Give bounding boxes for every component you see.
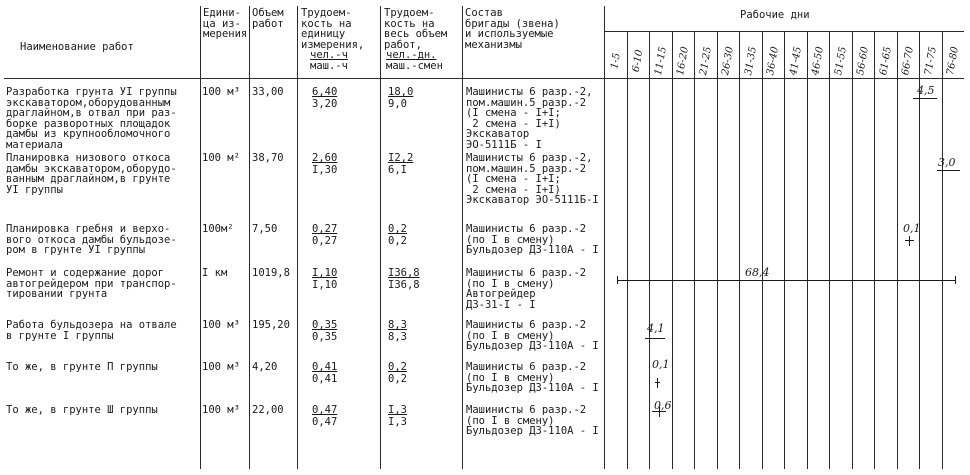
labor-unit-machine: 3,20 bbox=[312, 98, 338, 110]
grid-line-day bbox=[897, 32, 898, 469]
day-range-label: 56-60 bbox=[855, 45, 871, 77]
labor-total-people: 0,2 bbox=[388, 223, 407, 235]
day-range-header bbox=[607, 36, 624, 86]
work-name: Планировка гребня и верхо- вого откоса дамбы бульдозе- ром в грунте УI группы bbox=[6, 223, 177, 256]
grid-line-day bbox=[627, 32, 628, 469]
day-range-label: 41-45 bbox=[787, 45, 804, 77]
brigade-composition: Машинисты 6 разр.-2 (по I в смену) Бульдозер ДЗ-110А - I bbox=[466, 319, 599, 352]
brigade-composition: Машинисты 6 разр.-2 (по I в смену) Бульдозер ДЗ-110А - I bbox=[466, 404, 599, 437]
header-unit: Едини- ца из- мерения bbox=[203, 7, 248, 40]
grid-line-day bbox=[762, 32, 763, 469]
labor-total-machine: I36,8 bbox=[388, 279, 420, 291]
header-volume: Объем работ bbox=[252, 7, 284, 30]
labor-unit-people: 0,47 bbox=[312, 404, 338, 416]
day-range-header bbox=[877, 36, 894, 86]
schedule-bar bbox=[617, 280, 955, 281]
day-range-header bbox=[697, 36, 714, 86]
labor-total-machine: 0,2 bbox=[388, 373, 407, 385]
day-range-header bbox=[810, 36, 827, 86]
day-range-label: 16-20 bbox=[675, 45, 691, 77]
day-range-header bbox=[630, 36, 647, 86]
grid-line-col-days bbox=[604, 6, 605, 469]
labor-unit-machine: 0,47 bbox=[312, 416, 338, 428]
labor-unit-machine: 0,27 bbox=[312, 235, 338, 247]
labor-total-people: I,3 bbox=[388, 404, 407, 416]
grid-line-col-unit bbox=[200, 6, 201, 469]
schedule-bar-tick bbox=[955, 276, 956, 284]
labor-unit-people: 0,35 bbox=[312, 319, 338, 331]
day-range-label: 66-70 bbox=[900, 45, 916, 77]
labor-unit-people: 0,27 bbox=[312, 223, 338, 235]
schedule-bar-label: 0,1 bbox=[903, 222, 921, 235]
day-range-label: 26-30 bbox=[720, 45, 736, 77]
day-range-label: 36-40 bbox=[765, 45, 781, 77]
day-range-header bbox=[900, 36, 917, 86]
labor-total-people: I2,2 bbox=[388, 152, 414, 164]
labor-total-people: 8,3 bbox=[388, 319, 407, 331]
day-range-label: 1-5 bbox=[608, 52, 623, 70]
labor-total-machine: 0,2 bbox=[388, 235, 407, 247]
work-name: Планировка низового откоса дамбы экскаватором,оборудо- ванным драглайном,в грунте УI группы bbox=[6, 152, 177, 196]
labor-unit-people: I,10 bbox=[312, 267, 338, 279]
grid-line-day bbox=[942, 32, 943, 469]
day-range-label: 61-65 bbox=[877, 45, 894, 77]
header-labor-unit: Трудоем- кость на единицу измерения, bbox=[301, 7, 365, 51]
unit-value: 100 м³ bbox=[202, 319, 240, 331]
header-labor-unit-unit2: маш.-ч bbox=[310, 60, 348, 72]
day-range-label: 46-50 bbox=[810, 45, 826, 77]
grid-line-day bbox=[649, 32, 650, 469]
header-labor-unit-unit1: чел.-ч bbox=[310, 49, 348, 61]
schedule-bar bbox=[913, 98, 937, 99]
day-range-header bbox=[832, 36, 849, 86]
schedule-bar bbox=[937, 170, 960, 171]
day-range-label: 76-80 bbox=[945, 45, 961, 77]
unit-value: 100м² bbox=[202, 223, 234, 235]
grid-line-col-labor-unit bbox=[297, 6, 298, 469]
unit-value: 100 м³ bbox=[202, 86, 240, 98]
grid-line-day bbox=[807, 32, 808, 469]
grid-line-day bbox=[784, 32, 785, 469]
grid-line-day bbox=[717, 32, 718, 469]
unit-value: 100 м² bbox=[202, 152, 240, 164]
unit-value: 100 м³ bbox=[202, 404, 240, 416]
labor-total-machine: 9,0 bbox=[388, 98, 407, 110]
header-labor-total-unit1: чел.-дн. bbox=[386, 49, 437, 61]
grid-line-col-volume bbox=[249, 6, 250, 469]
work-name: То же, в грунте П группы bbox=[6, 361, 158, 373]
brigade-composition: Машинисты 6 разр.-2 (по I в смену) Бульдозер ДЗ-110А - I bbox=[466, 361, 599, 394]
labor-unit-machine: I,10 bbox=[312, 279, 338, 291]
work-name: То же, в грунте Ш группы bbox=[6, 404, 158, 416]
schedule-bar-tick bbox=[617, 276, 618, 284]
day-range-header bbox=[945, 36, 962, 86]
unit-value: 100 м³ bbox=[202, 361, 240, 373]
labor-unit-people: 6,40 bbox=[312, 86, 338, 98]
schedule-bar-tick bbox=[909, 236, 910, 246]
grid-line-day bbox=[739, 32, 740, 469]
unit-value: I км bbox=[202, 267, 228, 279]
schedule-bar-label: 0,1 bbox=[652, 358, 670, 371]
grid-line-day bbox=[852, 32, 853, 469]
day-range-label: 31-35 bbox=[742, 45, 759, 77]
work-name: Работа бульдозера на отвале в грунте I группы bbox=[6, 319, 177, 342]
day-range-label: 6-10 bbox=[630, 48, 646, 74]
header-brigade: Состав бригады (звена) и используемые механизмы bbox=[465, 7, 560, 51]
grid-line-col-labor-total bbox=[380, 6, 381, 469]
volume-value: 1019,8 bbox=[252, 267, 290, 279]
grid-line-day bbox=[829, 32, 830, 469]
schedule-bar-label: 3,0 bbox=[938, 156, 956, 169]
labor-unit-machine: 0,41 bbox=[312, 373, 338, 385]
schedule-bar-label: 4,5 bbox=[917, 84, 935, 97]
grid-line-day bbox=[694, 32, 695, 469]
volume-value: 4,20 bbox=[252, 361, 278, 373]
labor-unit-people: 2,60 bbox=[312, 152, 338, 164]
header-labor-total-unit2: маш.-смен bbox=[386, 60, 443, 72]
labor-total-machine: 8,3 bbox=[388, 331, 407, 343]
day-range-header bbox=[742, 36, 759, 86]
labor-total-machine: 6,I bbox=[388, 164, 407, 176]
brigade-composition: Машинисты 6 разр.-2 (по I в смену) Автогрейдер ДЗ-31-I - I bbox=[466, 267, 587, 311]
work-name: Ремонт и содержание дорог автогрейдером при транспор- тировании грунта bbox=[6, 267, 177, 300]
grid-line-day bbox=[874, 32, 875, 469]
brigade-composition: Машинисты 6 разр.-2, пом.машин.5 разр.-2 (I смена - I+I; 2 смена - I+I) Экскаватор ЭО-5111Б-I bbox=[466, 152, 599, 206]
labor-total-machine: I,3 bbox=[388, 416, 407, 428]
volume-value: 38,70 bbox=[252, 152, 284, 164]
day-range-header bbox=[675, 36, 692, 86]
labor-total-people: I36,8 bbox=[388, 267, 420, 279]
volume-value: 22,00 bbox=[252, 404, 284, 416]
day-range-header bbox=[855, 36, 872, 86]
schedule-bar-label: 0,6 bbox=[654, 399, 672, 412]
volume-value: 33,00 bbox=[252, 86, 284, 98]
labor-unit-people: 0,41 bbox=[312, 361, 338, 373]
day-range-header bbox=[765, 36, 782, 86]
day-range-label: 11-15 bbox=[652, 45, 669, 77]
schedule-bar-label: 68,4 bbox=[745, 266, 770, 279]
grid-line-col-brigade bbox=[462, 6, 463, 469]
work-name: Разработка грунта УI группы экскаватором,оборудованным драглайном,в отвал при раз- борке разворотных площадок дамбы из крупнообломочного материала bbox=[6, 86, 177, 151]
brigade-composition: Машинисты 6 разр.-2, пом.машин.5 разр.-2 (I смена - I+I; 2 смена - I+I) Экскаватор ЭО-5111Б - I bbox=[466, 86, 593, 151]
day-range-label: 51-55 bbox=[832, 45, 849, 77]
labor-total-people: 18,0 bbox=[388, 86, 414, 98]
day-range-header bbox=[922, 36, 939, 86]
day-range-header bbox=[720, 36, 737, 86]
day-range-label: 21-25 bbox=[697, 45, 714, 77]
day-range-header bbox=[787, 36, 804, 86]
day-range-header bbox=[652, 36, 669, 86]
day-range-label: 71-75 bbox=[922, 45, 939, 77]
header-work-days: Рабочие дни bbox=[740, 9, 810, 21]
grid-line-day bbox=[672, 32, 673, 469]
volume-value: 7,50 bbox=[252, 223, 278, 235]
labor-unit-machine: I,30 bbox=[312, 164, 338, 176]
schedule-bar bbox=[645, 338, 665, 339]
header-name: Наименование работ bbox=[20, 41, 134, 53]
brigade-composition: Машинисты 6 разр.-2 (по I в смену) Бульдозер ДЗ-110А - I bbox=[466, 223, 599, 256]
schedule-bar-tick bbox=[657, 378, 658, 388]
labor-total-people: 0,2 bbox=[388, 361, 407, 373]
labor-unit-machine: 0,35 bbox=[312, 331, 338, 343]
schedule-bar-label: 4,1 bbox=[647, 322, 665, 335]
header-labor-total: Трудоем- кость на весь объем работ, bbox=[384, 7, 448, 51]
volume-value: 195,20 bbox=[252, 319, 290, 331]
